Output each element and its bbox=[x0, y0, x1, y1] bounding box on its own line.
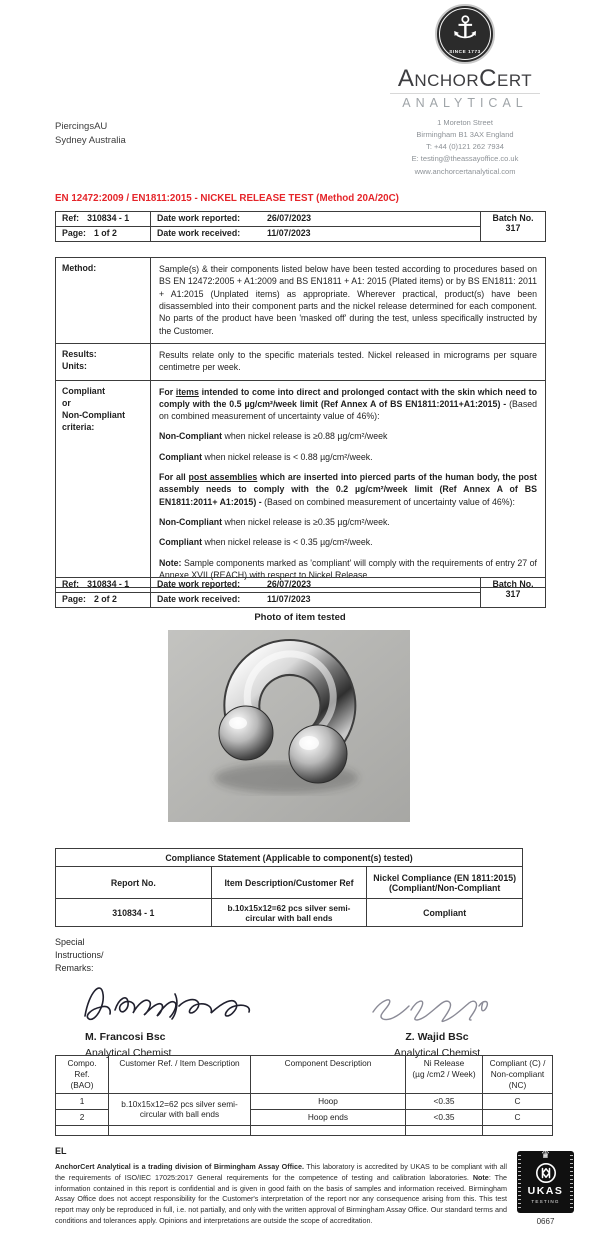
anchorcert-logo bbox=[435, 4, 495, 64]
item-description-value: b.10x15x12=62 pcs silver semi-circular with ball ends bbox=[211, 899, 367, 927]
table-row bbox=[56, 899, 523, 927]
page-cell bbox=[56, 227, 151, 242]
batch-value: 317 bbox=[505, 223, 521, 233]
ref-cell bbox=[56, 578, 151, 593]
units-label: Units: bbox=[62, 361, 87, 372]
criteria-noncompliant-088: Non-Compliant when nickel release is ≥0.88 µg/cm²/week bbox=[159, 431, 388, 442]
compo-ref-value: 1 bbox=[56, 1093, 109, 1109]
date-reported-value: 26/07/2023 bbox=[267, 579, 312, 589]
remarks-line3: Remarks: bbox=[55, 963, 94, 974]
logo-since-text: SINCE 1773 bbox=[449, 49, 481, 54]
ni-release-line2: (µg /cm2 / Week) bbox=[412, 1069, 476, 1080]
compliant-line1: Compliant (C) / bbox=[489, 1058, 546, 1068]
page-label: Page: bbox=[62, 228, 86, 238]
compliance-statement-table bbox=[55, 848, 523, 927]
el-label: EL bbox=[55, 1146, 67, 1156]
compliance-value: Compliant bbox=[367, 899, 523, 927]
ref-cell bbox=[56, 212, 151, 227]
date-received-label: Date work received: bbox=[157, 594, 241, 604]
compo-ref-value: 2 bbox=[56, 1109, 109, 1125]
special-instructions bbox=[55, 936, 104, 975]
ukas-symbol-icon bbox=[535, 1162, 557, 1184]
date-received-label: Date work received: bbox=[157, 228, 241, 238]
brand-subtitle: ANALYTICAL bbox=[402, 96, 528, 110]
date-reported-label: Date work reported: bbox=[157, 213, 241, 223]
results-text: Results relate only to the specific materials tested. Nickel released in micrograms per square centimetre per week. bbox=[151, 343, 546, 380]
date-received-value: 11/07/2023 bbox=[267, 228, 311, 238]
batch-cell bbox=[481, 212, 546, 242]
report-title: EN 12472:2009 / EN1811:2015 - NICKEL RELEASE TEST (Method 20A/20C) bbox=[55, 193, 399, 204]
method-text: Sample(s) & their components listed below have been tested according to procedures based on BS EN 12472:2005 + A1:2009 and BS EN1811 + A1: 2015 (Plated items) or by BS EN1811: 2011 + A1:2015 (Unplated items) as appropriate. Wherever practical, product(s) have been disassembled into their component parts and the nickel release determined for each component. No parts of the product have been 'masked off' during the test, unless specifically instructed by the Customer. bbox=[151, 258, 546, 344]
date-received-cell bbox=[151, 593, 481, 608]
date-reported-value: 26/07/2023 bbox=[267, 213, 312, 223]
col-header-ni-release bbox=[406, 1056, 483, 1094]
col-header-customer-ref: Customer Ref. / Item Description bbox=[109, 1056, 251, 1094]
compo-ref-line1: Compo. Ref. bbox=[67, 1058, 97, 1080]
ref-table-page1 bbox=[55, 211, 546, 242]
col-header-item-description: Item Description/Customer Ref bbox=[211, 867, 367, 899]
criteria-label-line2: or bbox=[62, 397, 71, 408]
batch-label: Batch No. bbox=[492, 579, 534, 589]
page-label: Page: bbox=[62, 594, 86, 604]
col-header-report-no: Report No. bbox=[56, 867, 212, 899]
ni-release-line1: Ni Release bbox=[423, 1058, 465, 1068]
criteria-label-line1: Compliant bbox=[62, 385, 106, 396]
table-row bbox=[56, 1093, 553, 1109]
col-header-compo-ref bbox=[56, 1056, 109, 1094]
component-results-table bbox=[55, 1055, 553, 1136]
report-no-value: 310834 - 1 bbox=[56, 899, 212, 927]
compliant-value: C bbox=[483, 1109, 553, 1125]
remarks-line1: Special bbox=[55, 937, 85, 947]
signatory-right-name: Z. Wajid BSc bbox=[405, 1031, 469, 1043]
compliance-table-title: Compliance Statement (Applicable to component(s) tested) bbox=[56, 849, 523, 867]
client-location: Sydney Australia bbox=[55, 135, 126, 147]
ball-left-highlight bbox=[229, 717, 247, 729]
ref-value: 310834 - 1 bbox=[87, 213, 130, 223]
results-units-label bbox=[56, 343, 151, 380]
col-header-nickel-compliance bbox=[367, 867, 523, 899]
ball-end-right bbox=[289, 725, 347, 783]
criteria-paragraph-skin-limit: For items intended to come into direct and prolonged contact with the skin which need to comply with the 0.5 µg/cm²/week limit (Ref Annex A of BS EN1811:2011+A1:2015) - (Based on combined measurement of uncertainty value of 46%): bbox=[159, 386, 537, 422]
signatory-left-role: Analytical Chemist bbox=[85, 1046, 172, 1059]
nickel-compliance-line2: (Compliant/Non-Compliant bbox=[388, 882, 501, 893]
ni-release-value: <0.35 bbox=[406, 1109, 483, 1125]
criteria-noncompliant-035: Non-Compliant when nickel release is ≥0.35 µg/cm²/week. bbox=[159, 517, 390, 527]
nickel-compliance-line1: Nickel Compliance (EN 1811:2015) bbox=[373, 872, 517, 883]
brand-wordmark: AnchorCert bbox=[397, 65, 533, 92]
footer-disclaimer: AnchorCert Analytical is a trading division of Birmingham Assay Office. This laboratory is accredited by UKAS to be compliant with all the requirements of ISO/IEC 17025:2017 General requirements for the competence of testing and calibration laboratories. Note: The information contained in this report is confidential and is given in good faith on the basis of samples and information received. Birmingham Assay Office does not accept responsibility for the Customer's interpretation of the report nor any consequence arising from this. This test report may only be reproduced in full, i.e. not partially, and only with the written approval of Birmingham Assay Office. Our standard terms and conditions and tolerances apply. Opinions and interpretations are outside the scope of accreditation. bbox=[55, 1162, 507, 1225]
criteria-compliant-035: Compliant when nickel release is < 0.35 µg/cm²/week. bbox=[159, 537, 373, 548]
date-reported-label: Date work reported: bbox=[157, 579, 241, 589]
method-table bbox=[55, 257, 546, 588]
ukas-name: UKAS bbox=[527, 1185, 564, 1197]
results-label: Results: bbox=[62, 348, 97, 359]
customer-ref-value: b.10x15x12=62 pcs silver semi-circular with ball ends bbox=[109, 1093, 251, 1125]
criteria-label-line3: Non-Compliant criteria: bbox=[62, 410, 126, 433]
compliant-line2: Non-compliant bbox=[490, 1069, 545, 1080]
brand-divider bbox=[390, 93, 540, 94]
criteria-note: Note: Sample components marked as 'compliant' will comply with the requirements of entry 27 of Annexe XVII (REACH) with respect to Nickel Release. bbox=[159, 557, 537, 580]
method-label: Method: bbox=[56, 258, 151, 344]
client-name: PiercingsAU bbox=[55, 121, 108, 132]
ball-right-highlight bbox=[299, 736, 319, 750]
ref-label: Ref: bbox=[62, 213, 80, 223]
page-value: 2 of 2 bbox=[93, 594, 117, 604]
component-description-value: Hoop bbox=[251, 1093, 406, 1109]
item-photo bbox=[168, 630, 410, 822]
ukas-testing-label: TESTING bbox=[531, 1199, 560, 1204]
page-cell bbox=[56, 593, 151, 608]
batch-value: 317 bbox=[505, 589, 521, 599]
date-received-cell bbox=[151, 227, 481, 242]
table-spacer-row bbox=[56, 1125, 553, 1135]
component-description-value: Hoop ends bbox=[251, 1109, 406, 1125]
compo-ref-line2: (BAO) bbox=[70, 1080, 94, 1091]
compliant-line3: (NC) bbox=[508, 1080, 527, 1091]
criteria-text bbox=[151, 380, 546, 588]
address-phone: T: +44 (0)121 262 7934 bbox=[426, 142, 504, 152]
anchor-icon: ⚓ bbox=[451, 10, 479, 46]
ball-end-left bbox=[219, 706, 273, 760]
signatory-right-role: Analytical Chemist bbox=[393, 1046, 481, 1059]
criteria-compliant-088: Compliant when nickel release is < 0.88 µg/cm²/week. bbox=[159, 451, 373, 462]
address-website: www.anchorcertanalytical.com bbox=[414, 166, 516, 176]
criteria-label bbox=[56, 380, 151, 588]
ni-release-value: <0.35 bbox=[406, 1093, 483, 1109]
batch-cell bbox=[481, 578, 546, 608]
col-header-component-description: Component Description bbox=[251, 1056, 406, 1094]
brand-block bbox=[330, 66, 600, 110]
crown-icon: ♛ bbox=[541, 1150, 550, 1161]
client-address bbox=[55, 120, 126, 149]
photo-caption: Photo of item tested bbox=[254, 612, 346, 623]
address-email: E: testing@theassayoffice.co.uk bbox=[411, 154, 519, 164]
remarks-line2: Instructions/ bbox=[55, 950, 104, 961]
date-received-value: 11/07/2023 bbox=[267, 594, 311, 604]
lab-address bbox=[330, 117, 600, 178]
criteria-paragraph-post-limit: For all post assemblies which are inserted into pierced parts of the human body, the post assembly needs to comply with the 0.2 µg/cm²/week limit (Ref Annex A of BS EN1811:2011+ A1:2015) - (Based on combined measurement of uncertainty value of 46%): bbox=[159, 472, 537, 507]
ukas-number: 0667 bbox=[536, 1217, 555, 1226]
signature-left bbox=[75, 972, 265, 1030]
page-value: 1 of 2 bbox=[93, 228, 117, 238]
date-reported-cell bbox=[151, 212, 481, 227]
col-header-compliant bbox=[483, 1056, 553, 1094]
compliant-value: C bbox=[483, 1093, 553, 1109]
ref-value: 310834 - 1 bbox=[87, 579, 130, 589]
address-street: 1 Moreton Street bbox=[437, 118, 493, 127]
address-city: Birmingham B1 3AX England bbox=[416, 130, 514, 140]
ukas-logo bbox=[517, 1151, 574, 1213]
logo-circle bbox=[435, 4, 495, 64]
signatory-left-name: M. Francosi Bsc bbox=[85, 1031, 166, 1043]
batch-label: Batch No. bbox=[492, 213, 534, 223]
date-reported-cell bbox=[151, 578, 481, 593]
signature-right bbox=[365, 986, 505, 1028]
ref-label: Ref: bbox=[62, 579, 80, 589]
ref-table-page2 bbox=[55, 577, 546, 608]
